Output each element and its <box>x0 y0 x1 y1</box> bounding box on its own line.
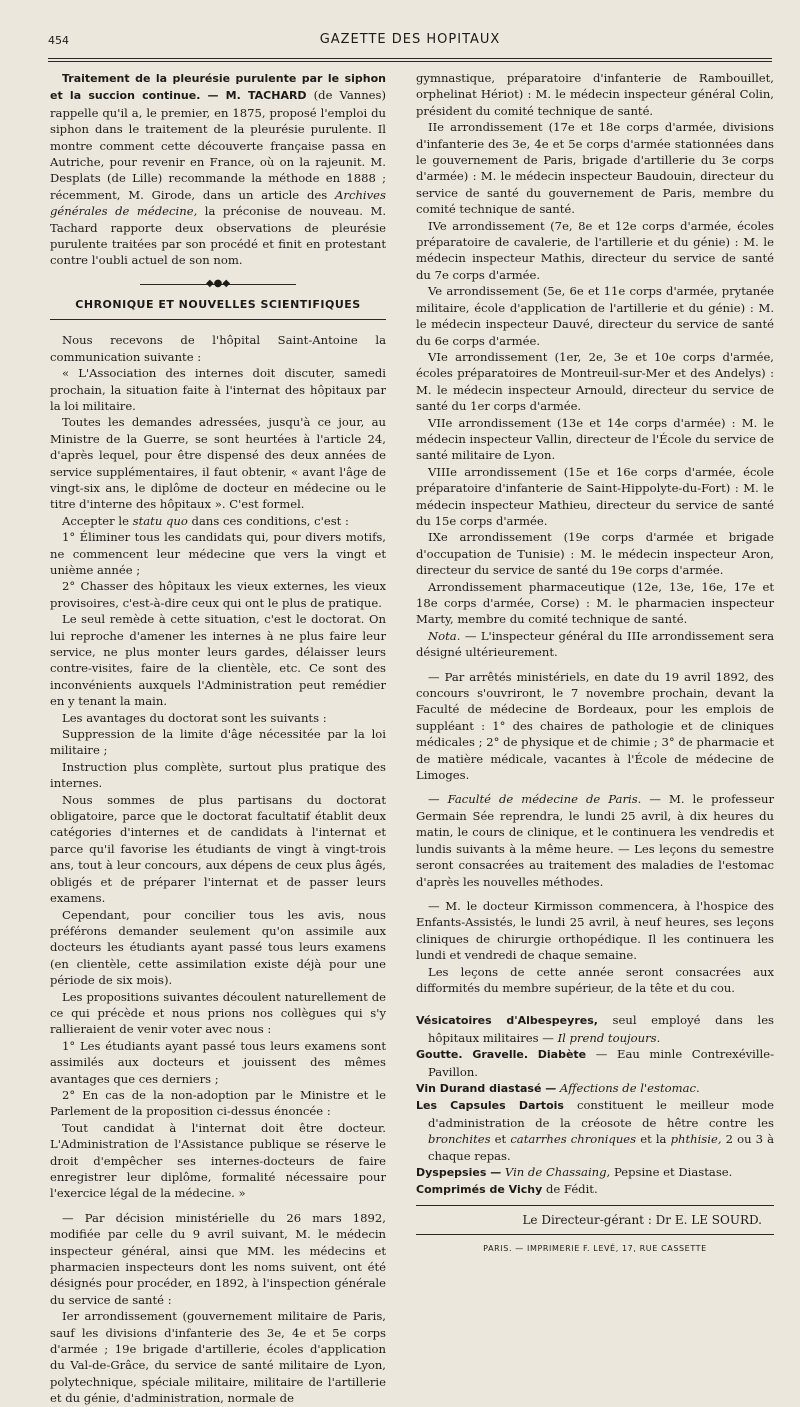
nota-label: Nota. <box>428 628 461 643</box>
paragraph: Ier arrondissement (gouvernement militaire de Paris, sauf les divisions d'infanterie des 3e, 4e et 5e corps d'armée ; 19e brigade d'artillerie, écoles d'application du Val-de-Grâce, du service de santé militaire de Lyon, polytechnique, spéciale militaire, militaire de l'artillerie et du génie, d'administration, normale de <box>50 1309 386 1406</box>
paragraph: « L'Association des internes doit discuter, samedi prochain, la situation faite à l'internat des hôpitaux par la loi militaire. <box>50 366 386 413</box>
paragraph: IXe arrondissement (19e corps d'armée et brigade d'occupation de Tunisie) : M. le médecin inspecteur Aron, directeur du service de santé du 19e corps d'armée. <box>416 530 774 578</box>
paragraph: — Par arrêtés ministériels, en date du 19 avril 1892, des concours s'ouvriront, le 7 novembre prochain, devant la Faculté de médecine de Bordeaux, pour les emplois de suppléant : 1° des chaires de pathologie et de cliniques médicales ; 2° de physique et de chimie ; 3° de pharmacie et de matière médicale, vacantes à l'École de médecine de Limoges. <box>416 669 774 783</box>
paragraph: Les propositions suivantes découlent naturellement de ce qui précède et nous prions nos collègues qui s'y rallieraient de venir voter avec nous : <box>50 989 386 1037</box>
header-rule-double <box>48 61 772 62</box>
ad-item: Vésicatoires d'Albespeyres, seul employé dans les hôpitaux militaires — Il prend toujours. <box>416 1013 774 1045</box>
paragraph: Les avantages du doctorat sont les suivants : <box>62 710 327 725</box>
paragraph: IIe arrondissement (17e et 18e corps d'armée, divisions d'infanterie des 3e, 4e et 5e corps d'armée stationnées dans le gouvernement de Paris, brigade d'artillerie du 3e corps d'armée) : M. le médecin inspecteur Baudouin, directeur du service de santé du gouvernement de Paris, membre du comité technique de santé. <box>416 120 774 217</box>
left-column <box>50 70 386 1407</box>
ad-item: Goutte. Gravelle. Diabète — Eau minle Contrexéville-Pavillon. <box>416 1047 775 1079</box>
article-tachard <box>50 70 386 269</box>
paragraph: Ve arrondissement (5e, 6e et 11e corps d'armée, prytanée militaire, école d'application de l'artillerie et du génie) : M. le médecin inspecteur Dauvé, directeur du service de santé du 6e corps d'armée. <box>416 284 774 348</box>
paragraph: Suppression de la limite d'âge nécessitée par la loi militaire ; <box>50 727 386 758</box>
header-rule <box>48 58 772 59</box>
signature-rule <box>416 1205 774 1206</box>
paragraph: 2° En cas de la non-adoption par le Ministre et le Parlement de la proposition ci-dessus énoncée : <box>50 1087 386 1119</box>
paragraph: VIIe arrondissement (13e et 14e corps d'armée) : M. le médecin inspecteur Vallin, directeur de l'École du service de santé militaire de Lyon. <box>416 415 774 463</box>
signature-rule-bottom <box>416 1234 774 1235</box>
page-header <box>48 30 772 52</box>
article-title: Traitement de la pleurésie purulente par le siphon et la succion continue. <box>50 72 386 103</box>
paragraph: Cependant, pour concilier tous les avis, nous préférons demander seulement qu'on assimile aux docteurs les étudiants ayant passé tous leurs examens (en clientèle, cette assimilation existe déjà pour une période de six mois). <box>50 907 386 988</box>
paragraph: — Faculté de médecine de Paris. — M. le professeur Germain Sée reprendra, le lundi 25 avril, à dix heures du matin, le cours de clinique, et le continuera les vendredis et lundis suivants à la même heure. — Les leçons du semestre seront consacrées au traitement des maladies de l'estomac d'après les nouvelles méthodes. <box>416 792 774 889</box>
paragraph: Nous sommes de plus partisans du doctorat obligatoire, parce que le doctorat facultatif établit deux catégories d'internes et de candidats à l'internat et parce qu'il favorise les étudiants de vingt à vingt-trois ans, tout à leur concours, aux dépens de ceux plus âgés, obligés et de préparer l'internat et de passer leurs examens. <box>50 792 386 906</box>
journal-reference: Archives générales de médecine, <box>50 187 386 219</box>
section-rule <box>50 319 386 320</box>
signature: Le Directeur-gérant : Dr E. LE SOURD. <box>522 1212 762 1227</box>
faculte-label: — Faculté de médecine de Paris. <box>428 792 642 807</box>
advertisements <box>416 1012 774 1198</box>
ad-item: Comprimés de Vichy de Fédit. <box>416 1182 598 1197</box>
right-column <box>416 70 774 1258</box>
paragraph: — Par décision ministérielle du 26 mars 1892, modifiée par celle du 9 avril suivant, M. le médecin inspecteur général, ainsi que MM. les médecins et pharmacien inspecteurs dont les noms suivent, ont été désignés pour procéder, en 1892, à l'inspection générale du service de santé : <box>50 1210 386 1307</box>
article-text: (de Vannes) rappelle qu'il a, le premier, en 1875, proposé l'emploi du siphon dans le traitement de la pleurésie purulente. Il montre comment cette découverte française passa en Autriche, pour revenir en France, où on la rajeunit. M. Desplats (de Lille) recommande la méthode en 1888 ; récemment, M. Girode, dans un article des <box>50 88 387 202</box>
paragraph: Tout candidat à l'internat doit être docteur. L'Administration de l'Assistance publique se réserve le droit d'empêcher ses internes-docteurs de faire enregistrer leur diplôme, formalité nécessaire pour l'exercice légal de la médecine. » <box>50 1120 386 1201</box>
section-separator <box>50 277 386 291</box>
paragraph: Les leçons de cette année seront consacrées aux difformités du membre supérieur, de la tête et du cou. <box>416 964 774 995</box>
article-author: — M. TACHARD <box>207 89 307 103</box>
paragraph: Nota. — L'inspecteur général du IIIe arrondissement sera désigné ultérieurement. <box>416 628 775 660</box>
paragraph: — M. le docteur Kirmisson commencera, à l'hospice des Enfants-Assistés, le lundi 25 avril, à neuf heures, ses leçons cliniques de chirurgie orthopédique. Il les continuera les lundi et vendredi de chaque semaine. <box>416 898 774 963</box>
ad-item: Vin Durand diastasé — Affections de l'estomac. <box>416 1080 700 1095</box>
paragraph: 2° Chasser des hôpitaux les vieux externes, les vieux provisoires, c'est-à-dire ceux qui ont le plus de pratique. <box>50 579 386 610</box>
paragraph: Nous recevons de l'hôpital Saint-Antoine la communication suivante : <box>50 333 386 364</box>
ornament-icon: ◆●◆ <box>205 277 231 289</box>
paragraph: Le seul remède à cette situation, c'est le doctorat. On lui reproche d'amener les internes à ne plus faire leur service, ne plus monter leurs gardes, délaisser leurs contre-visites, faire de la clientèle, etc. Ce sont des inconvénients auxquels l'Administration peut remédier en y tenant la main. <box>50 612 386 709</box>
paragraph: gymnastique, préparatoire d'infanterie de Rambouillet, orphelinat Hériot) : M. le médecin inspecteur général Colin, président du comité technique de santé. <box>416 71 774 118</box>
paragraph: VIe arrondissement (1er, 2e, 3e et 10e corps d'armée, écoles préparatoires de Montreuil-sur-Mer et des Andelys) : M. le médecin inspecteur Arnould, directeur du service de santé du 1er corps d'armée. <box>416 349 774 414</box>
paragraph: Instruction plus complète, surtout plus pratique des internes. <box>50 759 386 791</box>
paragraph: 1° Les étudiants ayant passé tous leurs examens sont assimilés aux docteurs et jouissent des mêmes avantages que ces derniers ; <box>50 1038 386 1086</box>
journal-title: GAZETTE DES HOPITAUX <box>319 32 501 47</box>
paragraph: Accepter le statu quo dans ces conditions, c'est : <box>62 513 349 528</box>
printer-imprint: PARIS. — IMPRIMERIE F. LEVÉ, 17, RUE CASSETTE <box>483 1244 707 1254</box>
paragraph: VIIIe arrondissement (15e et 16e corps d'armée, école préparatoire d'infanterie de Saint-Hippolyte-du-Fort) : M. le médecin inspecteur Mathieu, directeur du service de santé du 15e corps d'armée. <box>416 464 774 528</box>
paragraph: IVe arrondissement (7e, 8e et 12e corps d'armée, écoles préparatoire de cavalerie, de l'artillerie et du génie) : M. le médecin inspecteur Mathis, directeur du service de santé du 7e corps d'armée. <box>416 218 774 282</box>
paragraph: 1° Éliminer tous les candidats qui, pour divers motifs, ne commencent leur médecine que vers la vingt et unième année ; <box>50 530 386 577</box>
article-text: la préconise de nouveau. M. Tachard rapporte deux observations de pleurésie purulente traitées par son procédé et finit en protestant contre l'oubli actuel de son nom. <box>50 204 387 268</box>
latin-phrase: statu quo <box>132 513 188 528</box>
paragraph: Arrondissement pharmaceutique (12e, 13e, 16e, 17e et 18e corps d'armée, Corse) : M. le pharmacien inspecteur Marty, membre du comité technique de santé. <box>416 579 774 627</box>
ad-item: Dyspepsies — Vin de Chassaing, Pepsine et Diastase. <box>416 1165 733 1179</box>
page-number: 454 <box>48 34 69 47</box>
paragraph: Toutes les demandes adressées, jusqu'à ce jour, au Ministre de la Guerre, se sont heurtées à l'article 24, d'après lequel, pour être dispensé des deux années de service supplémentaires, il faut obtenir, « avant l'âge de vingt-six ans, le diplôme de docteur en médecine ou le titre d'interne des hôpitaux ». C'est formel. <box>50 415 386 512</box>
ad-item: Les Capsules Dartois constituent le meilleur mode d'administration de la créosote de hêtre contre les bronchites et catarrhes chroniques et la phthisie, 2 ou 3 à chaque repas. <box>416 1098 775 1163</box>
section-title: CHRONIQUE ET NOUVELLES SCIENTIFIQUES <box>75 297 361 311</box>
